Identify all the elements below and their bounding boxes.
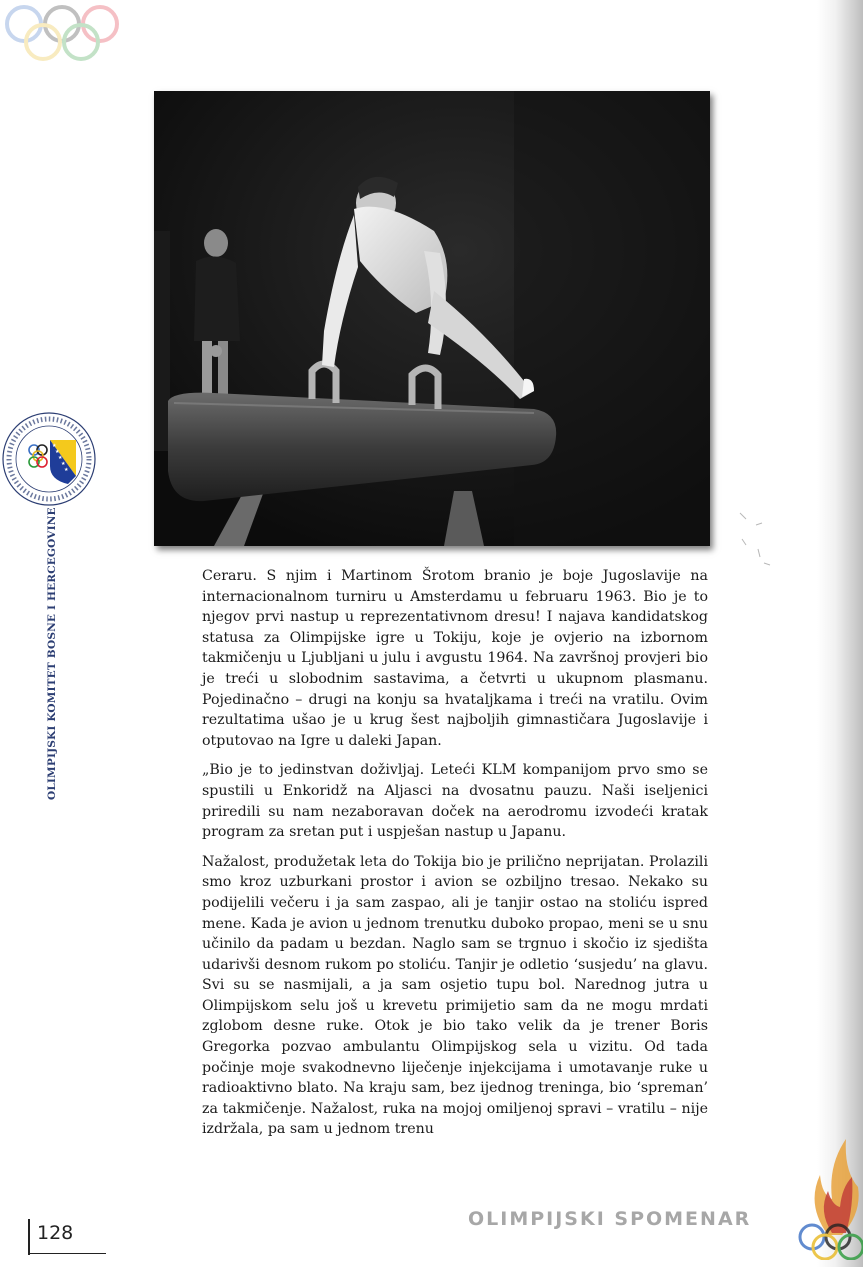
page-number: 128 [37,1222,74,1244]
article-body [202,566,708,1149]
book-title: OLIMPIJSKI SPOMENAR [468,1208,752,1230]
page-number-rule [28,1219,30,1255]
olympic-rings-icon [0,2,132,64]
olympic-committee-emblem-icon [0,410,98,508]
olympic-flame-icon [798,1125,863,1260]
svg-text:★: ★ [61,461,66,467]
svg-text:★: ★ [52,443,57,449]
page-edge-shadow [817,0,863,1267]
pencil-marks-decoration [736,505,776,575]
paragraph: Nažalost, produžetak leta do Tokija bio je prilično neprijatan. Prolazili smo kroz uzburkani prostor i avion se ozbiljno tresao. Nekako su podijelili večeru i ja sam zaspao, ali je tanjir ostao na stoliću ispred mene. Kada je avion u jednom trenutku duboko propao, meni se u snu učinilo da padam u bezdan. Naglo sam se trgnuo i skočio iz sjedišta udarivši desnom rukom po stoliću. Tanjir je odletio ‘susjedu’ na glavu. Svi su se nasmijali, a ja sam osjetio tupu bol. Narednog jutra u Olimpijskom selu još u krevetu primijetio sam da ne mogu mrdati zglobom desne ruke. Otok je bio tako velik da je trener Boris Gregorka pozvao ambulantu Olimpijskog sela u vizitu. Od tada počinje moje svakodnevno liječenje injekcijama i umotavanje ruke u radioaktivno blato. Na kraju sam, bez ijednog treninga, bio ‘spreman’ za takmičenje. Nažalost, ruka na mojoj omiljenoj spravi – vratilu – nije izdržala, pa sam u jednom trenu [202,853,708,1138]
svg-text:★: ★ [55,449,60,455]
svg-text:★: ★ [58,455,63,461]
paragraph: Ceraru. S njim i Martinom Šrotom branio je boje Jugoslavije na internacionalnom turniru u Amsterdamu u februaru 1963. Bio je to njegov prvi nastup u reprezentativnom dresu! I najava kandidatskog statusa za Olimpijske igre u Tokiju, koje je ovjerio na izbornom takmičenju u Ljubljani u julu i avgustu 1964. Na završnoj provjeri bio je treći u slobodnim sastavima, a četvrti u ukupnom plasmanu. Pojedinačno – drugi na konju sa hvataljkama i treći na vratilu. Ovim rezultatima ušao je u krug šest najboljih gimnastičara Jugoslavije i otputovao na Igre u daleki Japan. [202,568,708,749]
sidebar-vertical-title: OLIMPIJSKI KOMITET BOSNE I HERCEGOVINE [46,507,58,800]
svg-text:★: ★ [64,467,69,473]
paragraph: „Bio je to jedinstvan doživljaj. Leteći KLM kompanijom prvo smo se spustili u Enkoridž na Aljasci na dvosatnu pauzu. Naši iseljenici priredili su nam nezaboravan doček na aerodromu izvodeći kratak program za sretan put i uspješan nastup u Japanu. [202,762,708,841]
gymnast-on-pommel-horse-photo [154,91,710,546]
page-number-underline [28,1253,106,1254]
